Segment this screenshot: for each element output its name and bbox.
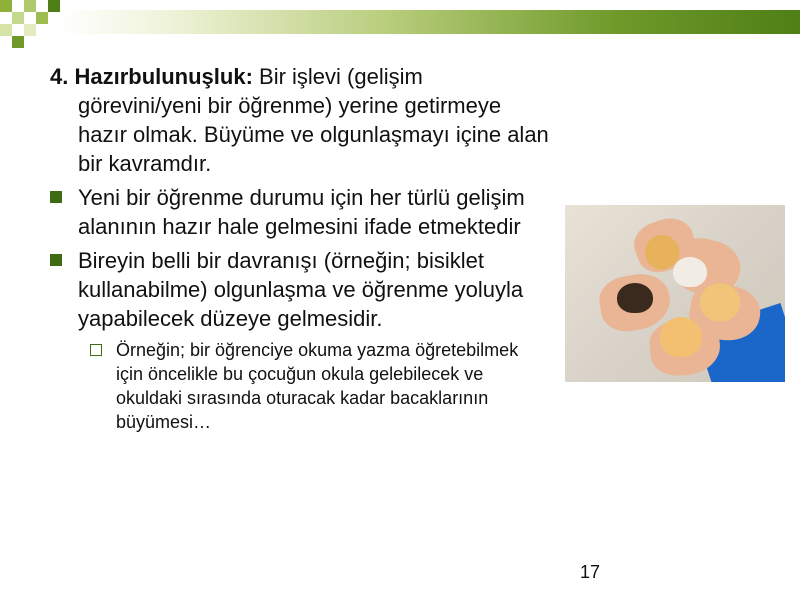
deco-square bbox=[0, 0, 12, 12]
deco-square bbox=[24, 0, 36, 12]
shell bbox=[700, 283, 740, 321]
sub-bullet-text: Örneğin; bir öğrenciye okuma yazma öğretebilmek için öncelikle bu çocuğun okula gelebilecek ve okuldaki sırasında oturacak kadar bacaklarının büyümesi… bbox=[116, 340, 519, 432]
bullet-text: Yeni bir öğrenme durumu için her türlü gelişim alanının hazır hale gelmesini ifade etmektedir bbox=[78, 185, 525, 239]
heading-bold: 4. Hazırbulunuşluk: bbox=[50, 64, 253, 89]
shell bbox=[673, 257, 707, 287]
heading-text: Bir işlevi (gelişim görevini/yeni bir öğrenme) yerine getirmeye hazır olmak. Büyüme ve olgunlaşmayı içine alan bir kavramdır. bbox=[78, 64, 549, 176]
shell bbox=[617, 283, 653, 313]
deco-square bbox=[48, 0, 60, 12]
page-number: 17 bbox=[580, 562, 601, 582]
sub-bullet-item bbox=[90, 338, 550, 434]
gradient-bar bbox=[60, 10, 800, 34]
bullet-text: Bireyin belli bir davranışı (örneğin; bisiklet kullanabilme) olgunlaşma ve öğrenme yoluyla yapabilecek düzeye gelmesidir. bbox=[78, 248, 524, 331]
deco-square bbox=[12, 36, 24, 48]
square-bullet-icon bbox=[50, 191, 62, 203]
heading-paragraph bbox=[50, 62, 550, 178]
square-bullet-icon bbox=[50, 254, 62, 266]
bullet-item bbox=[50, 183, 550, 241]
deco-square bbox=[12, 12, 24, 24]
bullet-item bbox=[50, 246, 550, 333]
hollow-square-bullet-icon bbox=[90, 344, 102, 356]
slide-content bbox=[50, 62, 550, 434]
seashells-photo bbox=[565, 205, 785, 382]
deco-square bbox=[0, 24, 12, 36]
deco-square bbox=[24, 24, 36, 36]
deco-square bbox=[36, 12, 48, 24]
shell bbox=[660, 317, 702, 357]
